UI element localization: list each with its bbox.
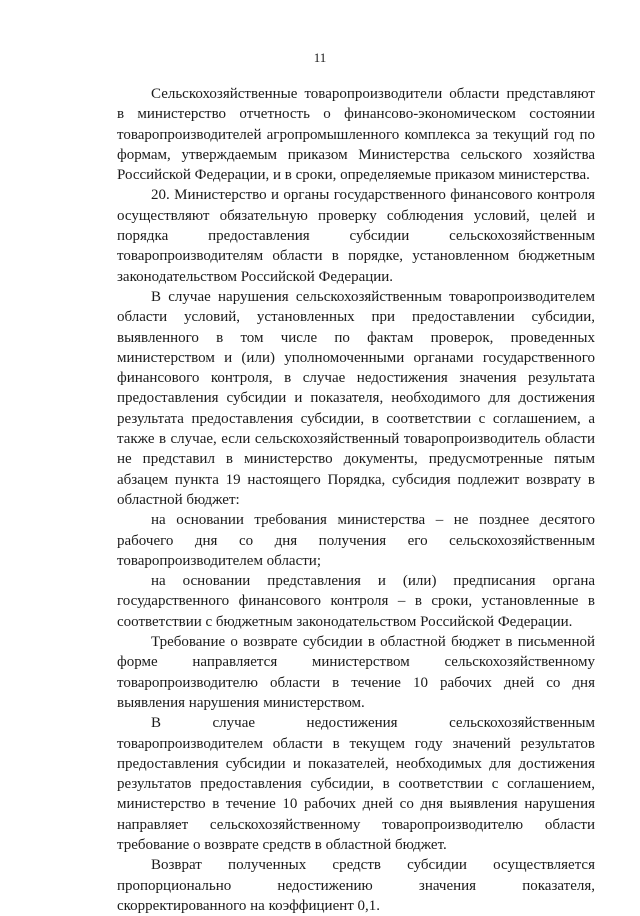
paragraph-violation: В случае нарушения сельскохозяйственным товаропроизводителем области условий, установленных при предоставлении субсидии, выявленного в том числе по фактам проверок, проведенных министерством и (или) уполномоченными органами государственного финансового контроля, в случае недостижения значения результата предоставления субсидии и показателя, необходимого для достижения результата предоставления субсидии, в соответствии с соглашением, а также в случае, если сельскохозяйственный товаропроизводитель области не представил в министерство документы, предусмотренные пятым абзацем пункта 19 настоящего Порядка, субсидия подлежит возврату в областной бюджет: xyxy=(117,288,595,508)
paragraph-return-requirement: Требование о возврате субсидии в областной бюджет в письменной форме направляется министерством сельскохозяйственному товаропроизводителю области в течение 10 рабочих дней со дня выявления нарушения министерством. xyxy=(117,634,595,711)
page-number: 11 xyxy=(313,50,327,65)
paragraph-underachievement: В случае недостижения сельскохозяйственным товаропроизводителем области в текущем году значений результатов предоставления субсидии и показателей, необходимых для достижения результатов предоставления субсидии, в соответствии с соглашением, министерство в течение 10 рабочих дней со дня выявления нарушения направляет сельскохозяйственному товаропроизводителю области требование о возврате средств в областной бюджет. xyxy=(117,715,595,853)
document-body xyxy=(117,84,595,916)
paragraph-proportional-return: Возврат полученных средств субсидии осуществляется пропорционально недостижению значения показателя, скорректированного на коэффициент 0,1. xyxy=(117,857,595,914)
paragraph-reporting: Сельскохозяйственные товаропроизводители области представляют в министерство отчетность о финансово-экономическом состоянии товаропроизводителей агропромышленного комплекса за текущий год по формам, утверждаемым приказом Министерства сельского хозяйства Российской Федерации, и в сроки, определяемые приказом министерства. xyxy=(117,86,595,184)
paragraph-item-20: 20. Министерство и органы государственного финансового контроля осуществляют обязательную проверку соблюдения условий, целей и порядка предоставления субсидии сельскохозяйственным товаропроизводителям области в порядке, установленном бюджетным законодательством Российской Федерации. xyxy=(117,187,595,285)
paragraph-control-order: на основании представления и (или) предписания органа государственного финансового контроля – в сроки, установленные в соответствии с бюджетным законодательством Российской Федерации. xyxy=(117,573,595,630)
paragraph-ministry-demand: на основании требования министерства – не позднее десятого рабочего дня со дня получения его сельскохозяйственным товаропроизводителем области; xyxy=(117,512,595,569)
